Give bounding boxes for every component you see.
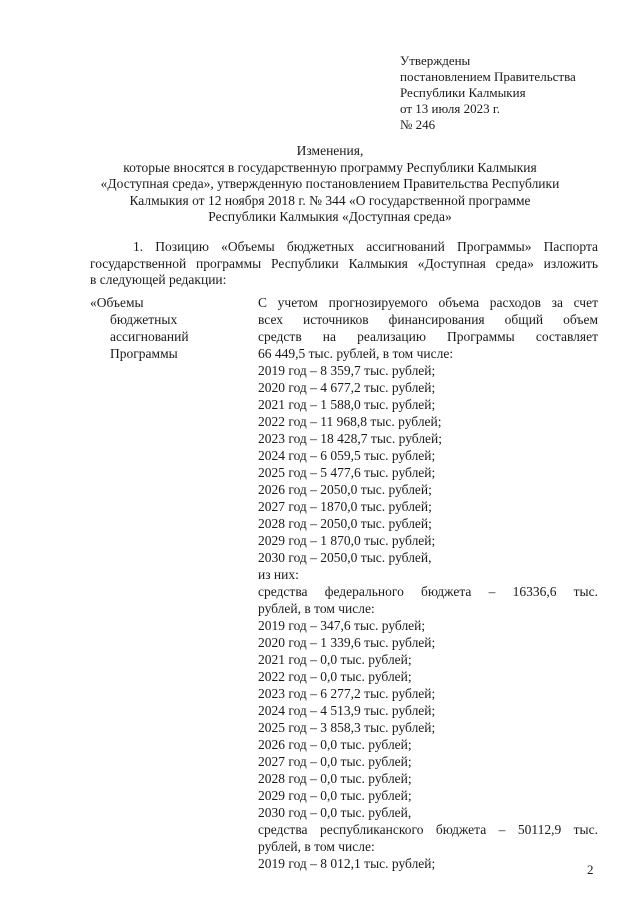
funding-line: 2023 год – 6 277,2 тыс. рублей; <box>258 686 436 701</box>
funding-line: 2019 год – 347,6 тыс. рублей; <box>258 618 426 633</box>
funding-line: 2027 год – 0,0 тыс. рублей; <box>258 754 412 769</box>
funding-line: 2029 год – 0,0 тыс. рублей; <box>258 788 412 803</box>
funding-line: из них: <box>258 567 299 582</box>
page-number: 2 <box>587 862 594 877</box>
approval-line: № 246 <box>400 117 436 132</box>
funding-line: 2026 год – 2050,0 тыс. рублей; <box>258 482 432 497</box>
funding-line: 2026 год – 0,0 тыс. рублей; <box>258 737 412 752</box>
funding-line: 2030 год – 0,0 тыс. рублей, <box>258 805 412 820</box>
funding-line: рублей, в том числе: <box>258 839 375 854</box>
heading-line: Калмыкия от 12 ноября 2018 г. № 344 «О государственной программе <box>129 192 531 208</box>
heading-line: Изменения, <box>296 143 364 158</box>
paragraph-line: в следующей редакции: <box>90 272 227 287</box>
position-label-line: Программы <box>110 346 178 361</box>
funding-description <box>258 294 598 872</box>
position-label <box>90 294 240 362</box>
funding-line: 2030 год – 2050,0 тыс. рублей, <box>258 550 432 565</box>
funding-line: всех источников финансирования общий объем <box>258 312 598 327</box>
funding-line: средств на реализацию Программы составляет <box>258 329 598 344</box>
approval-line: от 13 июля 2023 г. <box>400 101 500 116</box>
heading-line: которые вносятся в государственную программу Республики Калмыкия <box>123 159 537 175</box>
funding-line: 2024 год – 6 059,5 тыс. рублей; <box>258 448 436 463</box>
funding-line: С учетом прогнозируемого объема расходов за счет <box>258 295 598 310</box>
approval-line: Утверждены <box>400 53 471 68</box>
paragraph-line: 1. Позицию «Объемы бюджетных ассигнований Программы» Паспорта <box>133 239 598 254</box>
funding-line: 2019 год – 8 012,1 тыс. рублей; <box>258 856 436 871</box>
funding-line: 2024 год – 4 513,9 тыс. рублей; <box>258 703 436 718</box>
document-heading <box>90 143 570 226</box>
funding-line: 66 449,5 тыс. рублей, в том числе: <box>258 346 454 361</box>
funding-line: 2023 год – 18 428,7 тыс. рублей; <box>258 431 443 446</box>
funding-line: 2021 год – 1 588,0 тыс. рублей; <box>258 397 436 412</box>
position-label-line: бюджетных <box>110 312 178 327</box>
funding-line: средства федерального бюджета – 16336,6 тыс. <box>258 584 598 599</box>
funding-line: 2020 год – 1 339,6 тыс. рублей; <box>258 635 436 650</box>
funding-line: 2022 год – 0,0 тыс. рублей; <box>258 669 412 684</box>
paragraph-1 <box>90 239 598 289</box>
funding-line: 2028 год – 2050,0 тыс. рублей; <box>258 516 432 531</box>
funding-line: 2025 год – 3 858,3 тыс. рублей; <box>258 720 436 735</box>
approval-line: постановлением Правительства <box>400 69 576 84</box>
funding-line: 2025 год – 5 477,6 тыс. рублей; <box>258 465 436 480</box>
approval-line: Республики Калмыкия <box>400 85 526 100</box>
paragraph-line: государственной программы Республики Калмыкия «Доступная среда» изложить <box>90 255 598 271</box>
heading-line: Республики Калмыкия «Доступная среда» <box>208 209 452 224</box>
funding-line: 2019 год – 8 359,7 тыс. рублей; <box>258 363 436 378</box>
funding-line: 2022 год – 11 968,8 тыс. рублей; <box>258 414 442 429</box>
heading-line: «Доступная среда», утвержденную постановлением Правительства Республики <box>100 176 560 191</box>
funding-line: рублей, в том числе: <box>258 601 375 616</box>
funding-line: 2028 год – 0,0 тыс. рублей; <box>258 771 412 786</box>
position-label-line: «Объемы <box>90 295 144 310</box>
funding-line: 2029 год – 1 870,0 тыс. рублей; <box>258 533 436 548</box>
position-label-line: ассигнований <box>110 329 189 344</box>
approval-block <box>400 53 620 133</box>
funding-line: средства республиканского бюджета – 50112,9 тыс. <box>258 822 598 837</box>
funding-line: 2021 год – 0,0 тыс. рублей; <box>258 652 412 667</box>
funding-line: 2020 год – 4 677,2 тыс. рублей; <box>258 380 436 395</box>
funding-line: 2027 год – 1870,0 тыс. рублей; <box>258 499 432 514</box>
